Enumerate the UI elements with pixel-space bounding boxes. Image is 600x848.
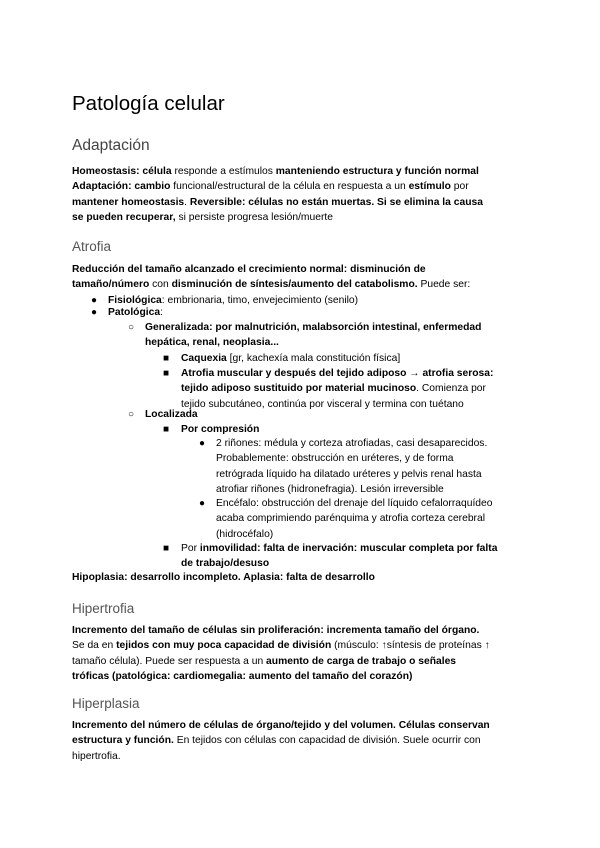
- list-item-localizada: Localizada: [145, 409, 198, 420]
- circle-bullet-icon: ○: [128, 322, 135, 333]
- list-item-compresion: Por compresión: [181, 424, 260, 435]
- list-item-rinones: 2 riñones: médula y corteza atrofiadas, casi desaparecidos. Probablemente: obstrucción en uréteres, y de forma retrógrada líquido ha dilatado uréteres y pelvis renal hasta atrofiar riñones (hidronefragia). Lesión irreversible: [216, 438, 488, 496]
- paragraph-hipoplasia: Hipoplasia: desarrollo incompleto. Aplasia: falta de desarrollo: [72, 572, 375, 583]
- heading-atrofia: Atrofia: [72, 239, 112, 254]
- bullet-icon: ●: [199, 498, 206, 509]
- square-bullet-icon: ■: [163, 353, 170, 364]
- list-item-caquexia: Caquexia [gr, kachexía mala constitución física]: [181, 353, 401, 364]
- list-item-inmovilidad: Por inmovilidad: falta de inervación: muscular completa por falta de trabajo/desuso: [181, 543, 498, 570]
- list-item-encefalo: Encéfalo: obstrucción del drenaje del líquido cefalorraquídeo acaba comprimiendo parénquima y atrofia corteza cerebral (hidrocéfalo): [216, 498, 493, 540]
- bullet-icon: ●: [91, 295, 98, 306]
- bullet-icon: ●: [91, 307, 98, 318]
- circle-bullet-icon: ○: [128, 409, 135, 420]
- heading-hiperplasia: Hiperplasia: [72, 696, 140, 711]
- list-item-fisiologica: Fisiológica: embrionaria, timo, envejecimiento (senilo): [108, 295, 359, 306]
- paragraph-hiperplasia: Incremento del número de células de órgano/tejido y del volumen. Células conservan estructura y función. En tejidos con células con capacidad de división. Suele ocurrir con hipertrofia.: [72, 720, 490, 762]
- list-item-atrofia-muscular: Atrofia muscular y después del tejido adiposo → atrofia serosa: tejido adiposo sustituido por material mucinoso. Comienza por tejido subcutáneo, continúa por visceral y termina con tuétano: [181, 368, 494, 410]
- list-item-patologica: Patológica:: [108, 307, 163, 318]
- square-bullet-icon: ■: [163, 424, 170, 435]
- square-bullet-icon: ■: [163, 368, 170, 379]
- paragraph-hipertrofia: Incremento del tamaño de células sin proliferación: incrementa tamaño del órgano. Se da en tejidos con muy poca capacidad de división (músculo: ↑síntesis de proteínas ↑ tamaño célula). Puede ser respuesta a un aumento de carga de trabajo o señales tróficas (patológica: cardiomegalia: aumento del tamaño del corazón): [72, 625, 490, 683]
- heading-adaptacion: Adaptación: [72, 137, 150, 154]
- bullet-icon: ●: [199, 438, 206, 449]
- square-bullet-icon: ■: [163, 543, 170, 554]
- page-title: Patología celular: [72, 92, 225, 115]
- heading-hipertrofia: Hipertrofia: [72, 601, 135, 616]
- paragraph-homeostasis: Homeostasis: célula responde a estímulos manteniendo estructura y función normal Adaptación: cambio funcional/estructural de la célula en respuesta a un estímulo por mantener homeostasis. Reversible: células no están muertas. Si se elimina la causa se pueden recuperar, si persiste progresa lesión/muerte: [72, 166, 483, 224]
- paragraph-atrofia-intro: Reducción del tamaño alcanzado el crecimiento normal: disminución de tamaño/número con disminución de síntesis/aumento del catabolismo. Puede ser:: [72, 264, 471, 291]
- list-item-generalizada: Generalizada: por malnutrición, malabsorción intestinal, enfermedad hepática, renal, neoplasia...: [145, 322, 482, 349]
